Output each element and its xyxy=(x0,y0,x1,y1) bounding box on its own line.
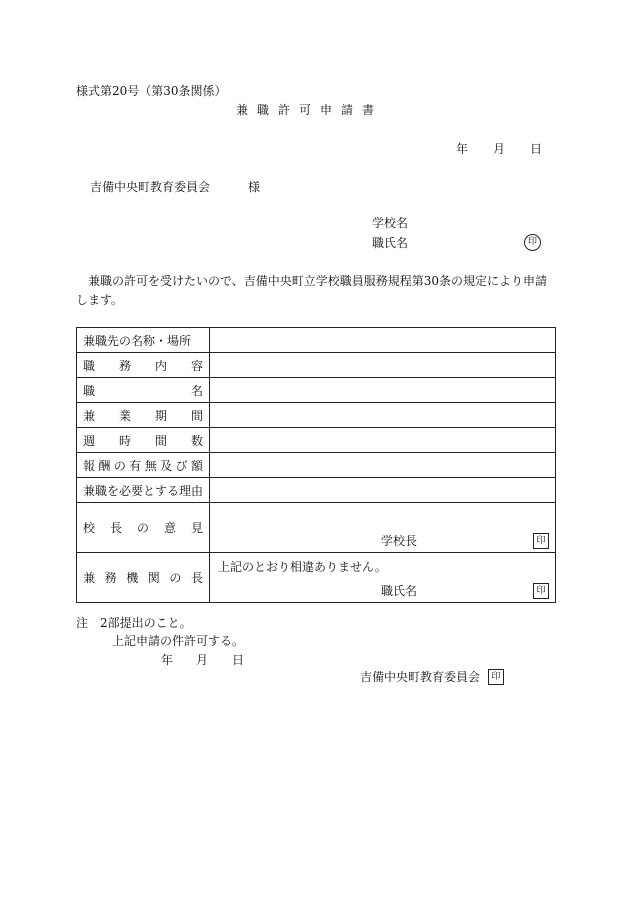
label-char: 酬 xyxy=(98,458,111,473)
label-char: 兼 xyxy=(83,408,96,423)
school-name-label: 学校名 xyxy=(372,216,409,230)
principal-opinion-label xyxy=(77,519,209,536)
submission-note: 注 2部提出のこと。 xyxy=(76,616,192,630)
row-label xyxy=(77,407,209,424)
position-title-field[interactable] xyxy=(210,378,556,403)
document-title: 兼職許可申請書 xyxy=(236,103,384,117)
label-char: 意 xyxy=(163,521,176,535)
label-char: 関 xyxy=(147,571,160,585)
compensation-field[interactable] xyxy=(210,453,556,478)
label-char: 長 xyxy=(109,521,122,535)
label-char: 有 xyxy=(129,458,142,473)
row-label xyxy=(77,457,209,474)
request-statement: 兼職の許可を受けたいので、吉備中央町立学校職員服務規程第30条の規定により申請します。 xyxy=(76,274,548,307)
label-char: 無 xyxy=(144,458,157,473)
label-char: の xyxy=(136,521,149,535)
principal-opinion-row xyxy=(77,503,556,553)
table-row xyxy=(77,353,556,378)
table-row xyxy=(77,328,556,353)
duties-field[interactable] xyxy=(210,353,556,378)
addressee-name: 吉備中央町教育委員会 xyxy=(90,180,211,194)
label-char: び xyxy=(175,458,188,473)
approval-statement: 上記申請の件許可する。 xyxy=(112,634,245,648)
board-seal-icon: 印 xyxy=(488,669,504,685)
agency-head-row xyxy=(77,553,556,603)
table-row xyxy=(77,428,556,453)
principal-opinion-field[interactable] xyxy=(210,503,556,553)
employment-period-field[interactable] xyxy=(210,403,556,428)
approval-day-label: 日 xyxy=(232,653,245,667)
agency-head-field[interactable] xyxy=(210,553,556,603)
label-char: 額 xyxy=(190,458,203,473)
label-char: 及 xyxy=(160,458,173,473)
table-row xyxy=(77,403,556,428)
board-signature: 吉備中央町教育委員会 xyxy=(360,670,481,684)
date-month-label: 月 xyxy=(493,142,506,156)
applicant-seal-icon: 印 xyxy=(524,234,541,251)
label-char: 校 xyxy=(83,521,96,535)
row-label xyxy=(77,357,209,374)
label-char: の xyxy=(169,571,182,585)
label-char: 間 xyxy=(154,433,167,448)
label-char: 内 xyxy=(154,358,167,373)
row-label: 兼職を必要とする理由 xyxy=(83,483,204,498)
label-char: 長 xyxy=(190,571,203,585)
row-label-cell xyxy=(77,378,210,403)
row-label-cell xyxy=(77,403,210,428)
principal-sign-label: 学校長 xyxy=(380,534,417,548)
weekly-hours-field[interactable] xyxy=(210,428,556,453)
row-label-cell xyxy=(77,428,210,453)
row-label xyxy=(77,382,209,399)
table-row xyxy=(77,453,556,478)
label-char: 業 xyxy=(118,408,131,423)
row-label-cell xyxy=(77,328,210,353)
staff-name-label: 職氏名 xyxy=(372,236,409,250)
row-label-cell xyxy=(77,478,210,503)
row-label-cell xyxy=(77,453,210,478)
agency-head-label xyxy=(77,569,209,586)
table-row xyxy=(77,378,556,403)
principal-seal-icon: 印 xyxy=(533,533,549,549)
label-char: 報 xyxy=(83,458,96,473)
label-char: 名 xyxy=(190,383,203,398)
label-char: 数 xyxy=(190,433,203,448)
row-label-cell xyxy=(77,553,210,603)
label-char: 容 xyxy=(190,358,203,373)
agency-sign-label: 職氏名 xyxy=(380,584,417,598)
label-char: 時 xyxy=(118,433,131,448)
table-row xyxy=(77,478,556,503)
label-char: 務 xyxy=(118,358,131,373)
addressee-honorific: 様 xyxy=(248,180,261,194)
label-char: 期 xyxy=(154,408,167,423)
row-label xyxy=(77,432,209,449)
agency-seal-icon: 印 xyxy=(533,583,549,599)
row-label-cell xyxy=(77,353,210,378)
application-table xyxy=(76,327,556,603)
approval-month-label: 月 xyxy=(196,653,209,667)
label-char: 職 xyxy=(83,383,96,398)
label-char: 兼 xyxy=(83,571,96,585)
reason-field[interactable] xyxy=(210,478,556,503)
label-char: 職 xyxy=(83,358,96,373)
label-char: 見 xyxy=(190,521,203,535)
label-char: 機 xyxy=(126,571,139,585)
row-label: 兼職先の名称・場所 xyxy=(83,333,192,348)
label-char: の xyxy=(113,458,126,473)
label-char: 間 xyxy=(190,408,203,423)
label-char: 週 xyxy=(83,433,96,448)
secondary-employer-field[interactable] xyxy=(210,328,556,353)
date-year-label: 年 xyxy=(456,142,469,156)
row-label-cell xyxy=(77,503,210,553)
label-char: 務 xyxy=(104,571,117,585)
form-number: 様式第20号（第30条関係） xyxy=(76,84,227,98)
approval-year-label: 年 xyxy=(161,653,174,667)
agency-consent-text: 上記のとおり相違ありません。 xyxy=(218,560,387,574)
date-day-label: 日 xyxy=(530,142,543,156)
